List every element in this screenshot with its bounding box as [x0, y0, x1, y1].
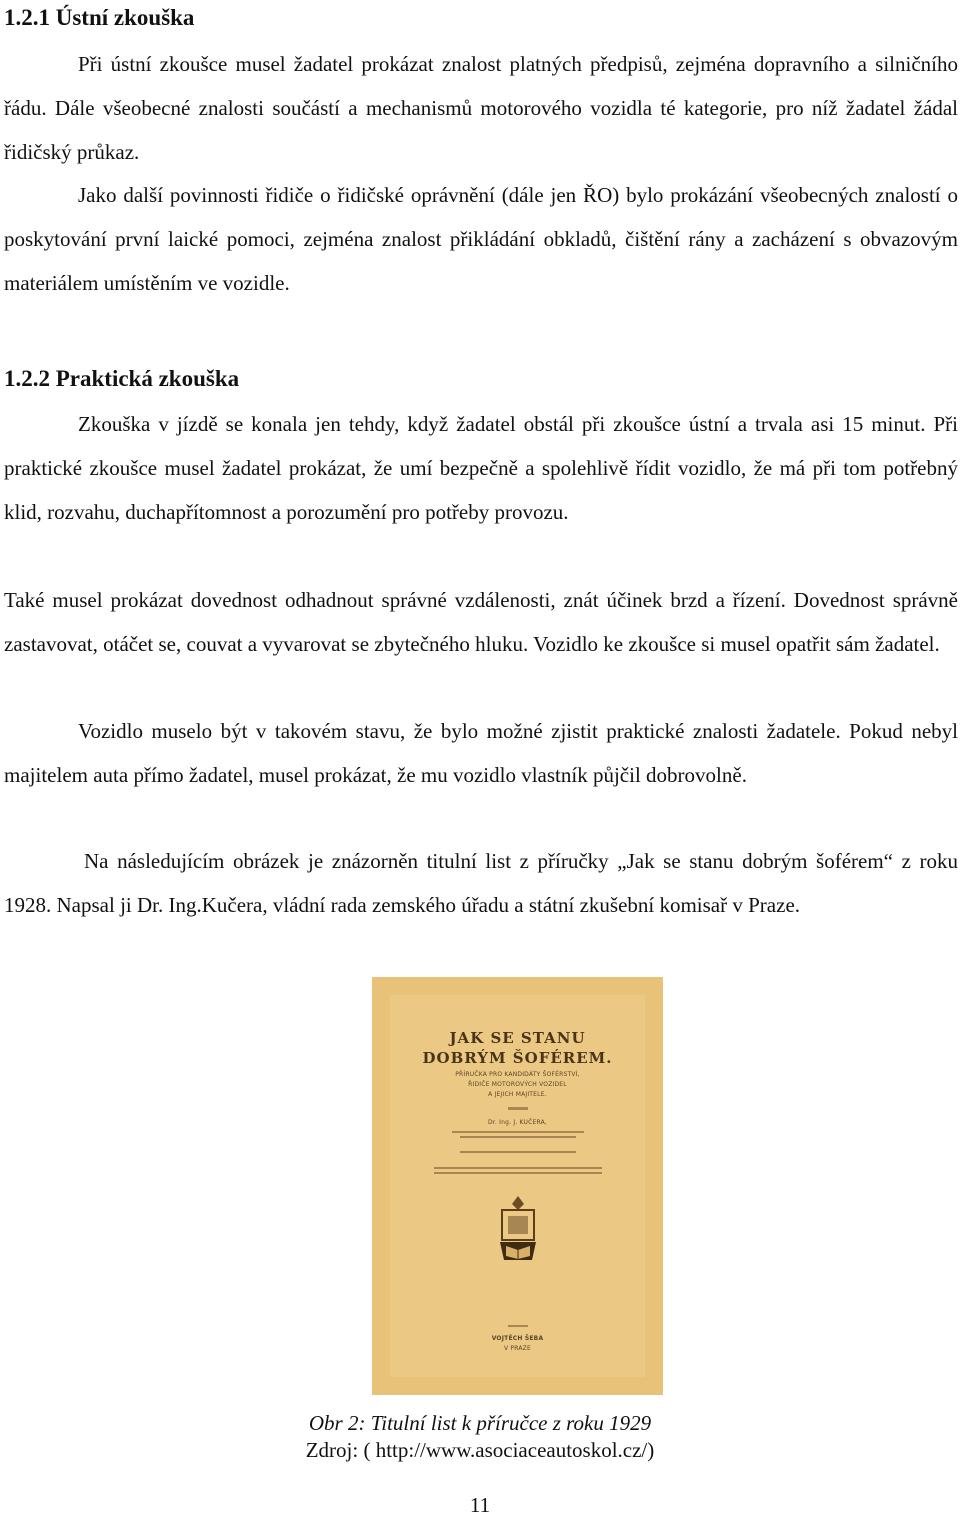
- figure-caption: Obr 2: Titulní list k příručce z roku 1929: [308, 1411, 652, 1435]
- section-heading-practical-exam: 1.2.2 Praktická zkouška: [4, 366, 240, 391]
- cover-title-line2: DOBRÝM ŠOFÉREM.: [422, 1049, 613, 1067]
- cover-title-line1: JAK SE STANU: [449, 1029, 586, 1047]
- cover-subtitle-line1: PŘÍRUČKA PRO KANDIDÁTY ŠOFÉRSTVÍ,: [455, 1071, 580, 1078]
- paragraph-skills: Také musel prokázat dovednost odhadnout správné vzdálenosti, znát účinek brzd a řízení. Dovednost správně zastavovat, otáčet se, couvat a vyvarovat se zbytečného hluku. Vozidlo ke zkoušce si musel opatřit sám žadatel.: [4, 588, 958, 656]
- paragraph-first-aid: Jako další povinnosti řidiče o řidičské oprávnění (dále jen ŘO) bylo prokázání všeobecných znalostí o poskytování první laické pomoci, zejména znalost přikládání obkladů, čištění rány a zacházení s obvazovým materiálem umístěním ve vozidle.: [4, 183, 958, 295]
- cover-note-line: [434, 1172, 602, 1174]
- section-heading-oral-exam: 1.2.1 Ústní zkouška: [4, 5, 195, 30]
- cover-edition-line: [460, 1151, 576, 1153]
- cover-publisher: VOJTĚCH ŠEBA: [491, 1335, 544, 1342]
- cover-note-line: [434, 1167, 602, 1169]
- paragraph-driving-test: Zkouška v jízdě se konala jen tehdy, když žadatel obstál při zkoušce ústní a trvala asi 15 minut. Při praktické zkoušce musel žadatel prokázat, že umí bezpečně a spolehlivě řídit vozidlo, že má při tom potřebný klid, rozvahu, duchapřítomnost a porozumění pro potřeby provozu.: [4, 412, 958, 524]
- cover-subtitle-line2: ŘIDIČE MOTOROVÝCH VOZIDEL: [468, 1081, 567, 1088]
- book-cover-image: [372, 977, 663, 1395]
- page-number: 11: [469, 1493, 491, 1517]
- paragraph-oral-exam-requirements: Při ústní zkoušce musel žadatel prokázat znalost platných předpisů, zejména dopravního a silničního řádu. Dále všeobecné znalosti součástí a mechanismů motorového vozidla té kategorie, pro níž žadatel žádal řidičský průkaz.: [4, 52, 958, 164]
- paragraph-figure-intro: Na následujícím obrázek je znázorněn titulní list z příručky „Jak se stanu dobrým šoférem“ z roku 1928. Napsal ji Dr. Ing.Kučera, vládní rada zemského úřadu a státní zkušební komisař v Praze.: [4, 849, 958, 917]
- cover-emblem-icon: [494, 1194, 542, 1264]
- cover-subtitle-line3: A JEJICH MAJITELE.: [488, 1091, 547, 1098]
- cover-divider: [508, 1107, 528, 1110]
- cover-publisher-mark: [508, 1325, 528, 1327]
- cover-city: V PRAZE: [504, 1345, 531, 1352]
- figure-source: Zdroj: ( http://www.asociaceautoskol.cz/): [305, 1438, 655, 1462]
- cover-author-credentials: [460, 1136, 576, 1138]
- cover-author: Dr. Ing. J. KUČERA,: [487, 1119, 547, 1126]
- cover-author-credentials: [452, 1131, 584, 1133]
- paragraph-vehicle-condition: Vozidlo muselo být v takovém stavu, že bylo možné zjistit praktické znalosti žadatele. Pokud nebyl majitelem auta přímo žadatel, musel prokázat, že mu vozidlo vlastník půjčil dobrovolně.: [4, 719, 958, 787]
- book-cover-page: [390, 995, 645, 1377]
